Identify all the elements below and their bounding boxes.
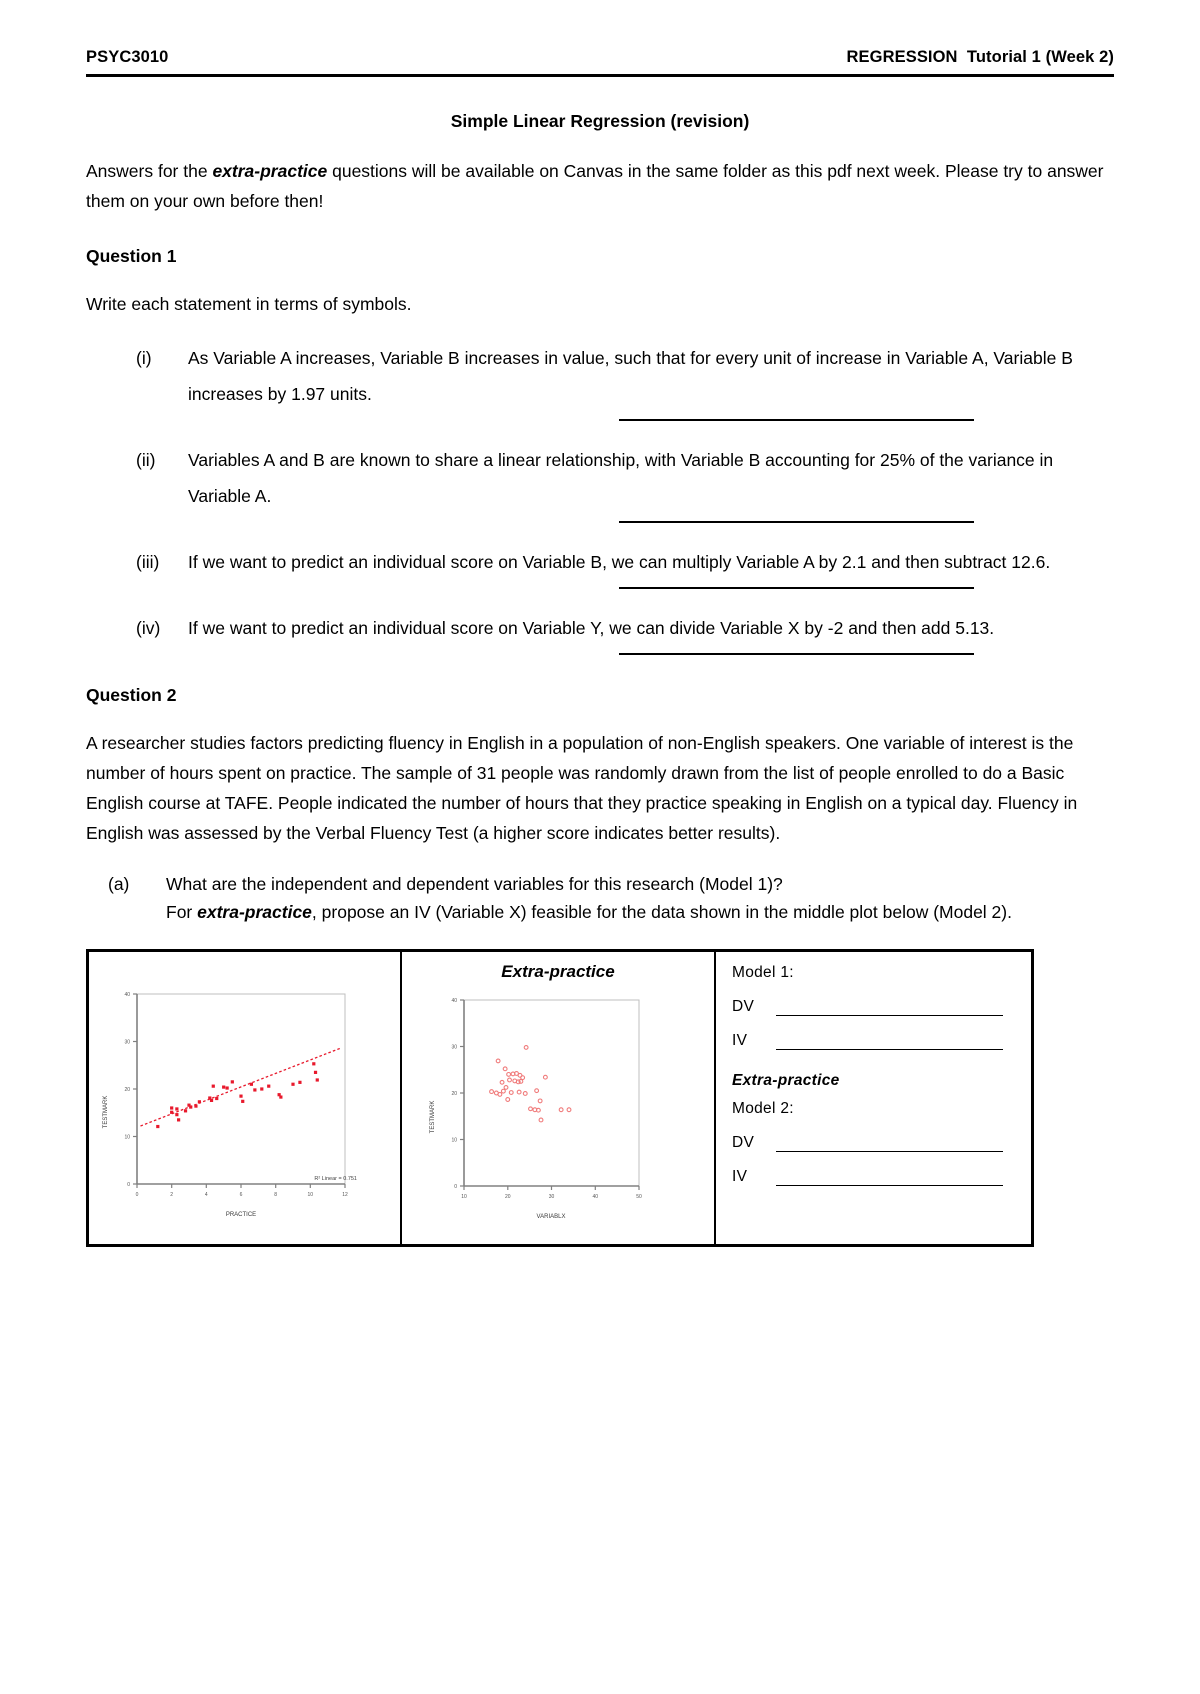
figure-table [86, 949, 1034, 1247]
item-a-marker: (a) [108, 873, 130, 894]
svg-text:30: 30 [451, 1044, 457, 1051]
intro-paragraph [86, 156, 1114, 216]
y-axis-label-left: TESTMARK [103, 1095, 109, 1128]
header-title-right: REGRESSION Tutorial 1 (Week 2) [846, 48, 1114, 66]
dv-answer-blank-2[interactable] [776, 1137, 1003, 1152]
data-point [215, 1096, 218, 1099]
svg-text:10: 10 [124, 1134, 130, 1141]
answer-blank-line[interactable] [619, 419, 974, 421]
data-point [210, 1098, 213, 1101]
svg-text:8: 8 [274, 1191, 278, 1198]
data-point [170, 1106, 173, 1109]
data-point [212, 1084, 215, 1087]
svg-text:40: 40 [592, 1193, 599, 1200]
list-item [86, 341, 1114, 413]
svg-text:0: 0 [135, 1191, 139, 1198]
intro-part1: Answers for the [86, 161, 213, 181]
model-1-iv-row [732, 1032, 1031, 1050]
list-item-marker: (i) [136, 348, 152, 369]
list-item [86, 611, 1114, 647]
x-axis-ticks-left [136, 1184, 348, 1198]
y-axis-ticks-left [124, 992, 137, 1188]
data-point [226, 1086, 229, 1089]
model-2-iv-row [732, 1168, 1031, 1186]
item-a-emphasis: extra-practice [197, 902, 312, 923]
x-axis-label-left: PRACTICE [225, 1211, 257, 1218]
figure-cell-left [89, 952, 402, 1244]
data-point [241, 1099, 244, 1102]
dv-label: DV [732, 997, 755, 1015]
list-item [86, 545, 1114, 581]
data-point [316, 1078, 319, 1081]
data-point [239, 1094, 242, 1097]
question-2-paragraph: A researcher studies factors predicting fluency in English in a population of non-English speakers. One variable of interest is the number of hours spent on practice. The sample of 31 people was randomly drawn from the list of people enrolled to do a Basic English course at TAFE. People indicated the number of hours that they practice speaking in English on a typical day. Fluency in English was assessed by the Verbal Fluency Test (a higher score indicates better results). [86, 732, 1078, 843]
data-point [222, 1085, 225, 1088]
svg-text:20: 20 [451, 1090, 457, 1097]
data-point [177, 1118, 180, 1121]
svg-text:20: 20 [124, 1086, 130, 1093]
svg-text:30: 30 [548, 1193, 555, 1200]
list-item [86, 443, 1114, 515]
item-a-line1: What are the independent and dependent variables for this research (Model 1)? [166, 873, 783, 894]
y-axis-ticks-middle [451, 998, 464, 1190]
page-title: Simple Linear Regression (revision) [450, 111, 750, 131]
svg-text:10: 10 [461, 1193, 467, 1200]
svg-text:4: 4 [204, 1191, 208, 1198]
iv-label: IV [732, 1031, 748, 1049]
r-squared-annotation-left: R² Linear = 0.751 [314, 1175, 357, 1182]
model-2-dv-row [732, 1134, 1031, 1152]
data-point [175, 1113, 178, 1116]
data-point [253, 1088, 256, 1091]
svg-text:40: 40 [451, 997, 457, 1004]
figure-cell-answers [716, 952, 1031, 1244]
question-1-prompt: Write each statement in terms of symbols. [86, 294, 412, 315]
data-point [189, 1105, 192, 1108]
data-point [291, 1082, 294, 1085]
x-axis-label-middle: VARIABLX [536, 1213, 566, 1220]
list-item-text: Variables A and B are known to share a linear relationship, with Variable B accounting for 25% of the variance in Variable A. [188, 450, 1054, 506]
list-item-marker: (iii) [136, 551, 160, 572]
question-2-item-a [86, 870, 1114, 927]
answers-spacer [732, 1050, 1031, 1072]
list-item-marker: (iv) [136, 617, 161, 638]
intro-emphasis: extra-practice [212, 161, 328, 181]
svg-text:10: 10 [451, 1137, 457, 1144]
svg-text:10: 10 [307, 1191, 314, 1198]
svg-text:20: 20 [505, 1193, 511, 1200]
question-1-heading: Question 1 [86, 246, 177, 267]
svg-text:2: 2 [170, 1191, 174, 1198]
data-point [267, 1084, 270, 1087]
list-item-marker: (ii) [136, 450, 156, 471]
data-point [184, 1109, 187, 1112]
svg-text:40: 40 [124, 991, 130, 998]
data-point [194, 1104, 197, 1107]
data-point [314, 1070, 317, 1073]
model-2-label: Model 2: [732, 1099, 794, 1117]
data-point [312, 1062, 315, 1065]
scatter-plot-middle [402, 982, 716, 1240]
svg-text:12: 12 [342, 1191, 348, 1198]
x-axis-ticks-middle [461, 1186, 642, 1200]
data-point [175, 1107, 178, 1110]
item-a-line2-pre: For [166, 902, 198, 923]
answer-blank-line[interactable] [619, 587, 974, 589]
iv-answer-blank[interactable] [776, 1035, 1003, 1050]
answer-blank-line[interactable] [619, 653, 974, 655]
header-divider [86, 74, 1114, 77]
list-item-text: If we want to predict an individual score on Variable B, we can multiply Variable A by 2.1 and then subtract 12.6. [188, 551, 1051, 572]
data-point [198, 1100, 201, 1103]
svg-text:0: 0 [127, 1181, 130, 1188]
svg-text:50: 50 [636, 1193, 642, 1200]
data-point [298, 1080, 301, 1083]
list-item-text: As Variable A increases, Variable B increases in value, such that for every unit of increase in Variable A, Variable B increases by 1.97 units. [188, 348, 1073, 405]
model-1-dv-row [732, 998, 1031, 1016]
course-code: PSYC3010 [86, 48, 169, 66]
model-1-label: Model 1: [732, 963, 794, 981]
data-point [170, 1110, 173, 1113]
data-point [231, 1080, 234, 1083]
data-point [250, 1082, 253, 1085]
iv-label-2: IV [732, 1167, 748, 1185]
iv-answer-blank-2[interactable] [776, 1171, 1003, 1186]
page-header [86, 48, 1114, 74]
dv-answer-blank[interactable] [776, 1001, 1003, 1016]
scatter-plot-left [89, 952, 402, 1244]
question-2-heading: Question 2 [86, 684, 177, 705]
data-point [279, 1095, 282, 1098]
intro-part2: questions will be available on Canvas in the same folder as this pdf next week. Please try to answer them on your own before then! [86, 161, 1104, 212]
svg-text:0: 0 [454, 1183, 457, 1190]
item-a-text [166, 870, 1114, 927]
svg-text:30: 30 [124, 1039, 130, 1046]
answer-blank-line[interactable] [619, 521, 974, 523]
figure-cell-middle [402, 952, 716, 1244]
extra-practice-label: Extra-practice [732, 1071, 840, 1089]
y-axis-label-middle: TESTMARK [430, 1100, 436, 1133]
data-point [156, 1125, 159, 1128]
item-a-line2-post: , propose an IV (Variable X) feasible for the data shown in the middle plot below (Model 2). [311, 902, 1012, 923]
figure-caption-middle: Extra-practice [501, 961, 615, 981]
question-1-list [86, 341, 1114, 654]
svg-text:6: 6 [239, 1191, 243, 1198]
data-point [260, 1087, 263, 1090]
list-item-text: If we want to predict an individual score on Variable Y, we can divide Variable X by -2 and then add 5.13. [188, 617, 995, 638]
dv-label-2: DV [732, 1133, 755, 1151]
